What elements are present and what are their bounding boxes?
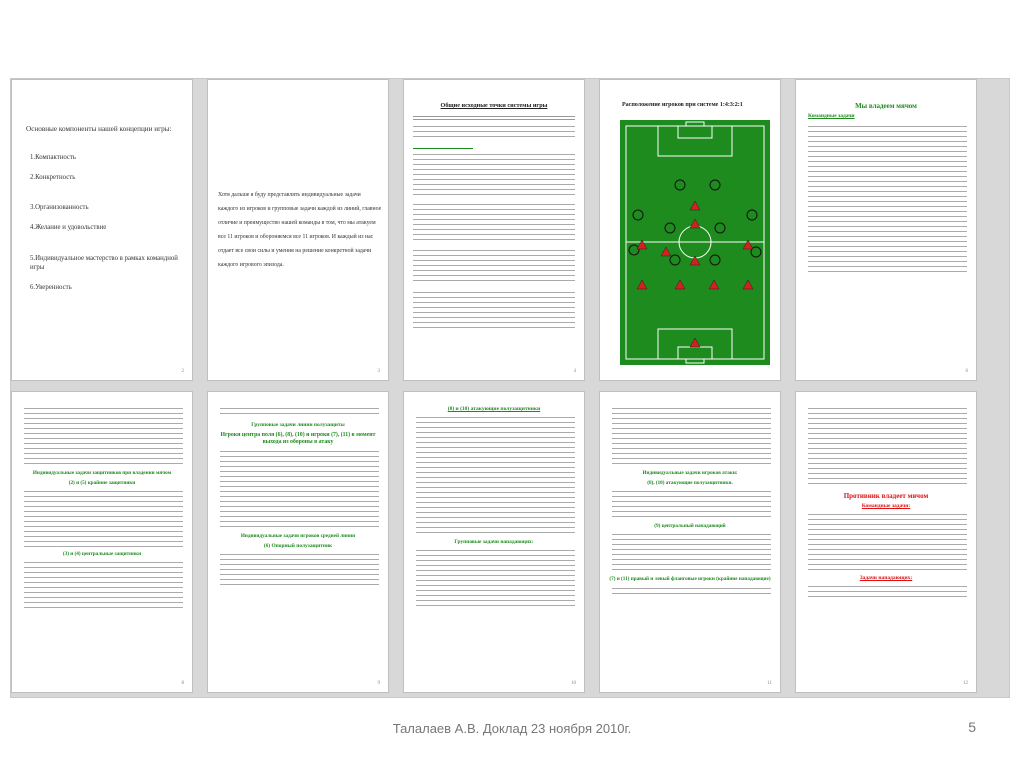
page-intro: [207, 79, 389, 381]
page-subtitle: Командные задачи: [808, 113, 855, 119]
page-number: 11: [767, 681, 772, 686]
section-subheading-2: (9) центральный нападающий: [654, 523, 726, 529]
page-components: [11, 79, 193, 381]
page-opponent-ball: [795, 391, 977, 693]
section-subheading: (8), (10) атакующие полузащитники.: [647, 480, 733, 486]
section-subheading-2: Индивидуальные задачи игроков средней линии: [240, 533, 356, 539]
section-heading: (8) и (10) атакующие полузащитники: [447, 406, 541, 412]
page-defenders: [11, 391, 193, 693]
page-number: 12: [963, 681, 968, 686]
section-heading: Индивидуальные задачи игроков атаки:: [642, 470, 738, 476]
slide-number: 5: [968, 719, 976, 735]
section-subheading: (2) и (5) крайние защитники: [68, 480, 136, 486]
page-title: Расположение игроков при системе 1:4:3:2:1: [622, 102, 743, 108]
page-we-have-ball: [795, 79, 977, 381]
page-formation: [599, 79, 781, 381]
slide-footer: Талалаев А.В. Доклад 23 ноября 2010г.: [392, 721, 632, 736]
section-subheading-3: (6) Опорный полузащитник: [263, 543, 333, 549]
page-heading: Основные компоненты нашей концепции игры:: [26, 125, 172, 133]
item-4: 4.Желание и удовольствие: [30, 224, 107, 231]
page-general-points: [403, 79, 585, 381]
section-subheading-2: Задачи нападающих:: [859, 575, 913, 581]
section-heading: Индивидуальные задачи защитников при владении мячом: [32, 470, 172, 476]
section-heading: Противник владеет мячом: [843, 492, 929, 500]
page-number: 4: [573, 369, 576, 374]
page-number: 8: [181, 681, 184, 686]
item-6: 6.Уверенность: [30, 284, 72, 291]
page-number: 9: [377, 681, 380, 686]
section-subheading-2: (3) и (4) центральные защитники: [62, 551, 142, 557]
page-title: Мы владеем мячом: [855, 102, 917, 110]
item-1: 1.Компактность: [30, 154, 76, 161]
section-subheading: Групповые задачи нападающих:: [454, 539, 534, 545]
page-midfield: [207, 391, 389, 693]
football-field-diagram: [620, 120, 770, 365]
intro-text: Хотя дальше я буду представлять индивидуальные задачи каждого из игроков и групповые задачи каждой из линий, главное отличие и преимущество нашей команды в том, что мы атакуем все 11 игроков и обороняемся все 11 игроков. И каждый из нас отдает все свои силы и умения на решение конкретной задачи каждого игрового эпизода.: [218, 192, 382, 268]
body-text: [404, 109, 584, 330]
section-subheading: Командные задачи:: [861, 503, 911, 509]
section-subheading-3: (7) и (11) правый и левый фланговые игроки (крайние нападающие): [609, 576, 771, 582]
page-number: 2: [181, 369, 184, 374]
item-3: 3.Организованность: [30, 204, 89, 211]
item-2: 2.Конкретность: [30, 174, 76, 181]
page-number: 3: [377, 369, 380, 374]
page-number: 10: [571, 681, 576, 686]
section-heading: Групповые задачи линии полузащиты: [251, 422, 345, 428]
page-attacking-mids: [403, 391, 585, 693]
section-subheading: Игроки центра поля (6), (8), (10) и игроки (7), (11) в момент выхода из обороны в атаку: [220, 432, 376, 445]
page-attackers: [599, 391, 781, 693]
body-text-top: [12, 392, 192, 466]
item-5: 5.Индивидуальное мастерство в рамках командной игры: [30, 255, 178, 271]
page-title: Общие исходные точки системы игры: [440, 102, 548, 109]
body-text: [796, 122, 976, 274]
page-number: 6: [965, 369, 968, 374]
document-pages-sheet: [10, 78, 1010, 698]
